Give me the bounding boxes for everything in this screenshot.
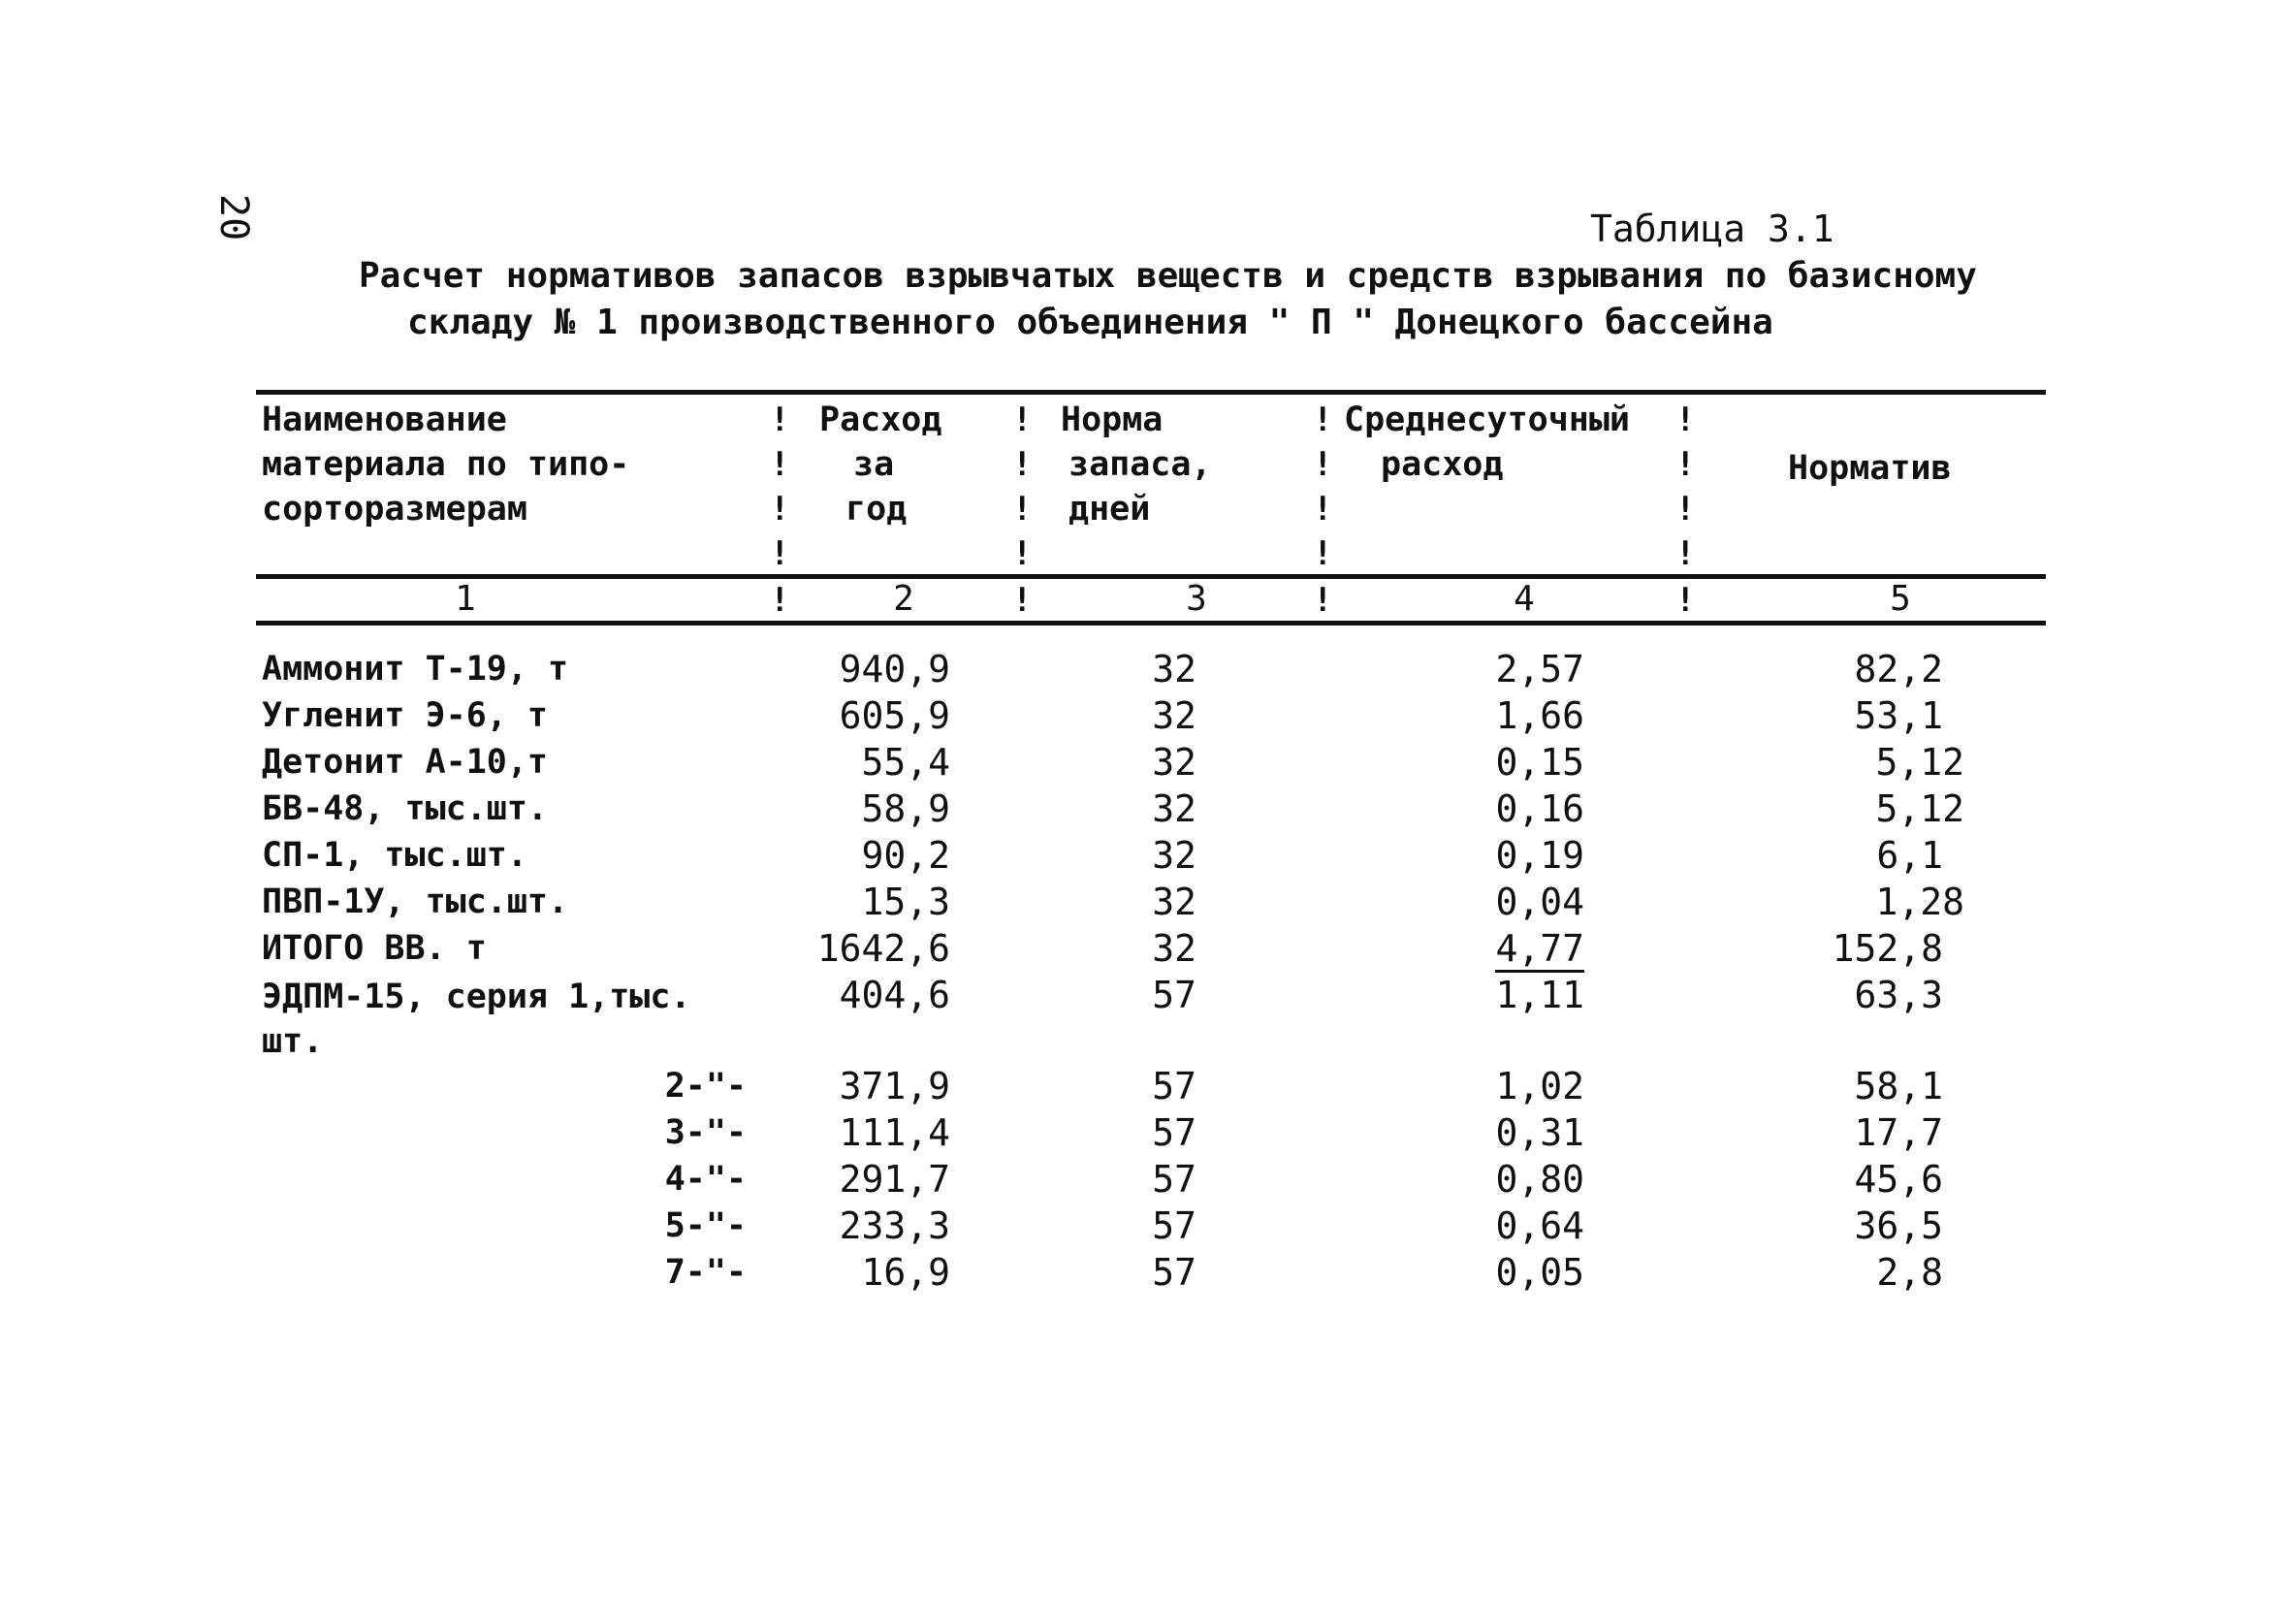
header-separator: ! [1313, 534, 1333, 573]
header-col3-line1: Норма [1061, 401, 1164, 439]
page-number: 20 [211, 194, 256, 241]
header-separator: ! [1012, 490, 1033, 529]
header-col1-line3: сорторазмерам [262, 490, 527, 529]
row-daily: 0,05 [1495, 1251, 1584, 1294]
header-separator: ! [1313, 445, 1333, 484]
header-separator: ! [770, 401, 790, 439]
header-col1-line1: Наименование [262, 401, 507, 439]
row-daily: 0,19 [1495, 834, 1584, 877]
row-daily: 2,57 [1495, 648, 1584, 690]
row-days: 57 [1152, 1251, 1196, 1294]
column-number-1: 1 [455, 579, 476, 619]
row-days: 32 [1152, 741, 1196, 784]
row-days: 57 [1152, 974, 1196, 1016]
row-name-ditto: 3-"- [664, 1113, 747, 1152]
table-numbers-rule [256, 621, 2046, 626]
row-norm: 53,1 [1854, 694, 1943, 737]
row-days: 57 [1152, 1204, 1196, 1247]
row-norm: 58,1 [1854, 1065, 1943, 1107]
header-col4-line1: Среднесуточный [1344, 401, 1631, 439]
row-daily: 0,80 [1495, 1158, 1584, 1201]
column-number-separator: ! [770, 581, 790, 620]
row-expense: 58,9 [861, 787, 950, 830]
row-daily: 0,31 [1495, 1111, 1584, 1154]
column-number-separator: ! [1675, 581, 1696, 620]
header-col3-line3: дней [1068, 490, 1151, 529]
row-norm: 17,7 [1854, 1111, 1943, 1154]
row-days: 32 [1152, 787, 1196, 830]
row-norm: 152,8 [1832, 927, 1943, 970]
row-days: 57 [1152, 1065, 1196, 1107]
row-days: 32 [1152, 648, 1196, 690]
row-expense: 233,3 [839, 1204, 950, 1247]
row-daily: 1,02 [1495, 1065, 1584, 1107]
row-name: ЭДПМ-15, серия 1,тыс. [262, 978, 691, 1016]
row-daily [1396, 925, 1584, 972]
row-norm: 45,6 [1854, 1158, 1943, 1201]
row-name-ditto: 7-"- [664, 1253, 747, 1292]
row-days: 32 [1152, 927, 1196, 970]
row-name: ПВП-1У, тыс.шт. [262, 882, 569, 921]
row-days: 57 [1152, 1158, 1196, 1201]
row-expense: 605,9 [839, 694, 950, 737]
row-expense: 291,7 [839, 1158, 950, 1201]
header-separator: ! [1012, 534, 1033, 573]
row-name-total: ИТОГО ВВ. т [262, 929, 487, 968]
header-separator: ! [1675, 401, 1696, 439]
row-name-ditto: 4-"- [664, 1160, 747, 1199]
row-daily: 1,11 [1495, 974, 1584, 1016]
row-expense: 1642,6 [816, 927, 950, 970]
table-label: Таблица 3.1 [1590, 208, 1834, 250]
header-separator: ! [770, 445, 790, 484]
row-name-continuation: шт. [262, 1022, 324, 1061]
header-col3-line2: запаса, [1068, 445, 1212, 484]
row-norm: 6,1 [1876, 834, 1943, 877]
column-number-2: 2 [893, 579, 914, 619]
column-number-5: 5 [1890, 579, 1911, 619]
row-expense: 55,4 [861, 741, 950, 784]
row-expense: 371,9 [839, 1065, 950, 1107]
header-col2-line2: за [853, 445, 895, 484]
header-col4-line2: расход [1381, 445, 1504, 484]
header-separator: ! [1012, 445, 1033, 484]
header-separator: ! [770, 534, 790, 573]
header-separator: ! [1675, 534, 1696, 573]
row-daily-underlined: 4,77 [1495, 927, 1584, 973]
row-daily: 0,64 [1495, 1204, 1584, 1247]
table-caption-line-2: складу № 1 производственного объединения " П " Донецкого бассейна [407, 303, 1773, 342]
row-name-ditto: 5-"- [664, 1206, 747, 1245]
header-separator: ! [1675, 490, 1696, 529]
row-norm: 63,3 [1854, 974, 1943, 1016]
header-separator: ! [1675, 445, 1696, 484]
row-days: 32 [1152, 881, 1196, 923]
header-col2-line1: Расход [819, 401, 942, 439]
column-number-separator: ! [1012, 581, 1033, 620]
column-number-4: 4 [1514, 579, 1535, 619]
column-number-separator: ! [1313, 581, 1333, 620]
table-caption-line-1: Расчет нормативов запасов взрывчатых веществ и средств взрывания по базисному [359, 256, 1977, 296]
row-expense: 404,6 [839, 974, 950, 1016]
header-separator: ! [1313, 490, 1333, 529]
row-expense: 15,3 [861, 881, 950, 923]
row-daily: 0,04 [1495, 881, 1584, 923]
row-norm: 5,12 [1875, 787, 1964, 830]
row-name: БВ-48, тыс.шт. [262, 789, 549, 828]
row-expense: 16,9 [861, 1251, 950, 1294]
header-separator: ! [770, 490, 790, 529]
header-col2-line3: год [845, 490, 908, 529]
row-daily: 0,15 [1495, 741, 1584, 784]
header-separator: ! [1313, 401, 1333, 439]
row-days: 32 [1152, 834, 1196, 877]
header-col1-line2: материала по типо- [262, 445, 630, 484]
row-daily: 1,66 [1495, 694, 1584, 737]
row-name-ditto: 2-"- [664, 1067, 747, 1106]
row-norm: 36,5 [1854, 1204, 1943, 1247]
header-col5-line1: Норматив [1788, 449, 1952, 488]
table-top-rule [256, 390, 2046, 395]
row-days: 57 [1152, 1111, 1196, 1154]
row-expense: 111,4 [839, 1111, 950, 1154]
row-daily: 0,16 [1495, 787, 1584, 830]
row-norm: 1,28 [1875, 881, 1964, 923]
column-number-3: 3 [1186, 579, 1207, 619]
header-separator: ! [1012, 401, 1033, 439]
row-expense: 90,2 [861, 834, 950, 877]
row-norm: 5,12 [1875, 741, 1964, 784]
row-days: 32 [1152, 694, 1196, 737]
table-header-rule [256, 574, 2046, 579]
row-expense: 940,9 [839, 648, 950, 690]
row-norm: 2,8 [1876, 1251, 1943, 1294]
row-name: Угленит Э-6, т [262, 696, 549, 735]
row-name: СП-1, тыс.шт. [262, 836, 527, 875]
row-norm: 82,2 [1854, 648, 1943, 690]
row-name: Детонит А-10,т [262, 743, 549, 782]
row-name: Аммонит Т-19, т [262, 650, 569, 689]
